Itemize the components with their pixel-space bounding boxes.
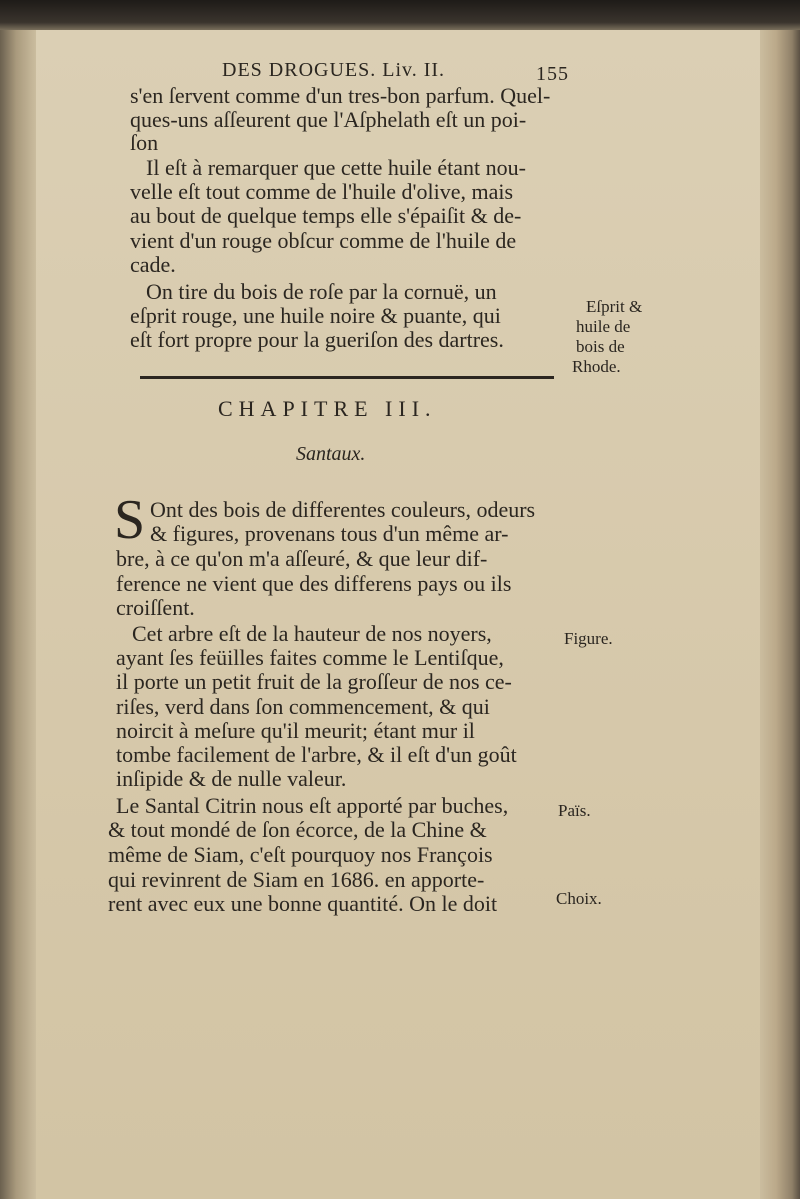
text-line: ques-uns aſſeurent que l'Aſphelath eſt un poi- [130, 107, 527, 132]
margin-note: Eſprit & [586, 297, 643, 316]
margin-note: Figure. [564, 629, 613, 648]
section-rule [140, 376, 554, 379]
text-line: eſprit rouge, une huile noire & puante, qui [130, 303, 501, 328]
drop-cap: S [114, 489, 146, 551]
top-shadow-band [0, 0, 800, 32]
text-line: inſipide & de nulle valeur. [116, 766, 347, 791]
text-line: riſes, verd dans ſon commencement, & qui [116, 694, 490, 719]
text-line: Il eſt à remarquer que cette huile étant nou- [146, 155, 526, 180]
right-page-edge [760, 30, 800, 1199]
text-line: croiſſent. [116, 595, 195, 620]
text-line: noircit à meſure qu'il meurit; étant mur il [116, 718, 475, 743]
page-number: 155 [536, 63, 569, 85]
margin-note: Choix. [556, 889, 602, 908]
text-line: s'en ſervent comme d'un tres-bon parfum. Quel- [130, 83, 551, 108]
margin-note: Païs. [558, 801, 591, 820]
left-gutter [0, 30, 36, 1199]
margin-note: bois de [576, 337, 625, 356]
text-line: au bout de quelque temps elle s'épaiſit & de- [130, 203, 522, 228]
text-line: eſt fort propre pour la gueriſon des dartres. [130, 327, 504, 352]
text-line: tombe facilement de l'arbre, & il eſt d'un goût [116, 742, 517, 767]
text-line: ayant ſes feüilles faites comme le Lentiſque, [116, 645, 504, 670]
text-line: même de Siam, c'eſt pourquoy nos François [108, 842, 493, 867]
text-line: & tout mondé de ſon écorce, de la Chine & [108, 817, 487, 842]
text-line: Le Santal Citrin nous eſt apporté par buches, [116, 793, 509, 818]
text-line: On tire du bois de roſe par la cornuë, un [146, 279, 497, 304]
chapter-subtitle: Santaux. [296, 443, 366, 465]
text-line: Ont des bois de differentes couleurs, odeurs [150, 497, 536, 522]
text-line: il porte un petit fruit de la groſſeur de nos ce- [116, 669, 512, 694]
text-line: velle eſt tout comme de l'huile d'olive, mais [130, 179, 514, 204]
running-title: DES DROGUES. Liv. II. [222, 59, 446, 81]
text-line: qui revinrent de Siam en 1686. en apporte- [108, 867, 485, 892]
text-line: ference ne vient que des differens pays ou ils [116, 571, 512, 596]
text-line: bre, à ce qu'on m'a aſſeuré, & que leur dif- [116, 546, 488, 571]
margin-note: huile de [576, 317, 631, 336]
text-line: ſon [130, 130, 159, 155]
text-line: & figures, provenans tous d'un même ar- [150, 521, 509, 546]
chapter-heading: CHAPITRE III. [218, 396, 437, 421]
text-line: Cet arbre eſt de la hauteur de nos noyers, [132, 621, 492, 646]
text-line: vient d'un rouge obſcur comme de l'huile de [130, 228, 517, 253]
margin-note: Rhode. [572, 357, 621, 376]
text-line: cade. [130, 252, 176, 277]
text-line: rent avec eux une bonne quantité. On le doit [108, 891, 498, 916]
